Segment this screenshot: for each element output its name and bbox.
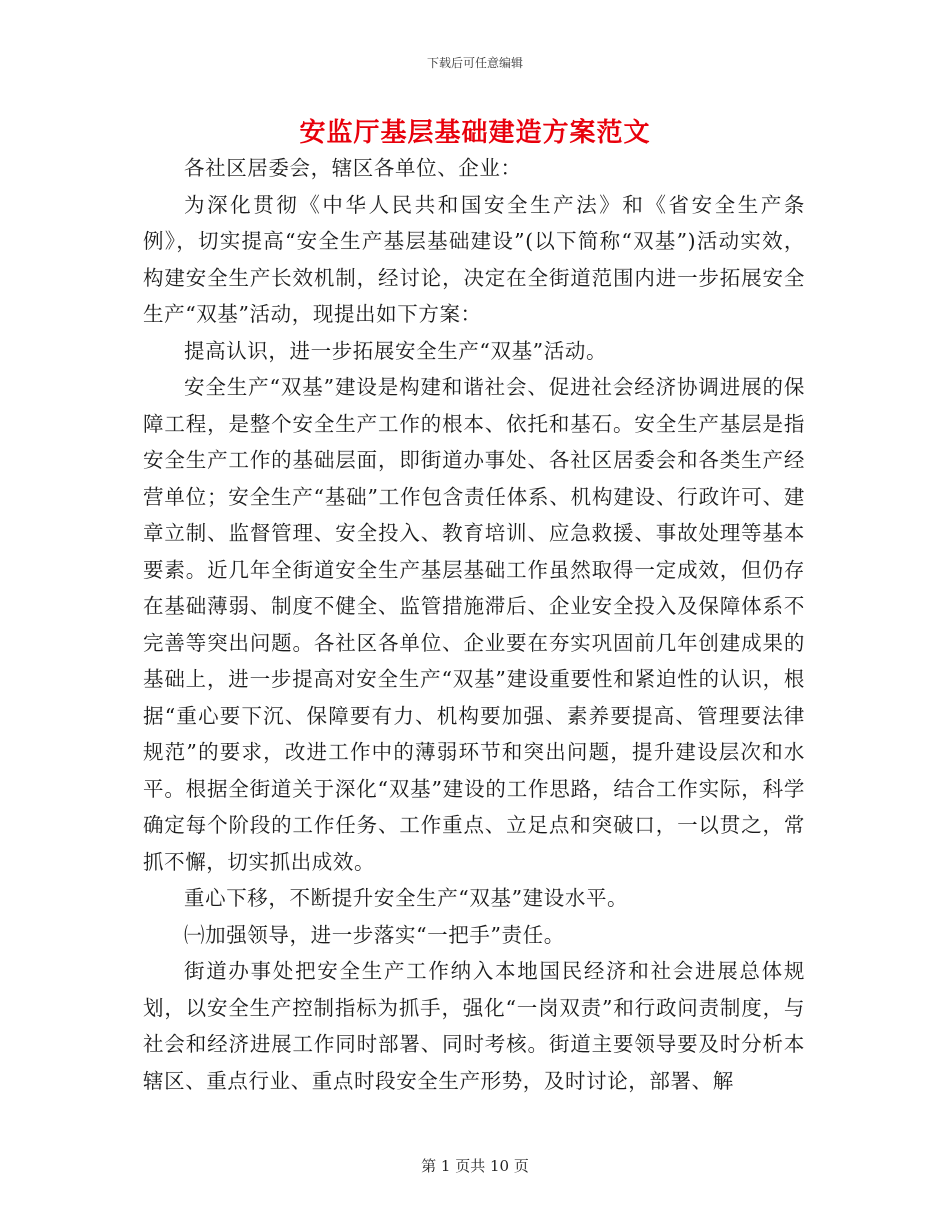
document-title: 安监厅基层基础建造方案范文 bbox=[299, 118, 651, 148]
paragraph-heading-1: 提高认识，进一步拓展安全生产“双基”活动。 bbox=[184, 338, 608, 363]
paragraph-heading-2: 重心下移，不断提升安全生产“双基”建设水平。 bbox=[184, 886, 629, 910]
page-number: 第 1 页共 10 页 bbox=[421, 1157, 529, 1175]
paragraph-body-1: 安全生产“双基”建设是构建和谐社会、促进社会经济协调进展的保障工程，是整个安全生产工作的根本、依托和基石。安全生产基层是指安全生产工作的基础层面，即街道办事处、各社区居委会和各类生产经营单位；安全生产“基础”工作包含责任体系、机构建设、行政许可、建章立制、监督管理、安全投入、教育培训、应急救援、事故处理等基本要素。近几年全街道安全生产基层基础工作虽然取得一定成效，但仍存在基础薄弱、制度不健全、监管措施滞后、企业安全投入及保障体系不完善等突出问题。各社区各单位、企业要在夯实巩固前几年创建成果的基础上，进一步提高对安全生产“双基”建设重要性和紧迫性的认识，根据“重心要下沉、保障要有力、机构要加强、素养要提高、管理要法律规范”的要求，改进工作中的薄弱环节和突出问题，提升建设层次和水平。根据全街道关于深化“双基”建设的工作思路，结合工作实际，科学确定每个阶段的工作任务、工作重点、立足点和突破口，一以贯之，常抓不懈，切实抓出成效。 bbox=[143, 375, 805, 874]
paragraph-salutation: 各社区居委会，辖区各单位、企业： bbox=[184, 156, 522, 180]
header-note: 下载后可任意编辑 bbox=[426, 56, 523, 70]
paragraph-subheading-1: ㈠加强领导，进一步落实“一把手”责任。 bbox=[184, 922, 565, 947]
paragraph-body-2: 街道办事处把安全生产工作纳入本地国民经济和社会进展总体规划，以安全生产控制指标为抓手，强化“一岗双责”和行政问责制度，与社会和经济进展工作同时部署、同时考核。街道主要领导要及时分析本辖区、重点行业、重点时段安全生产形势，及时讨论，部署、解 bbox=[143, 959, 805, 1093]
document-body bbox=[143, 150, 805, 1099]
paragraph-intro: 为深化贯彻《中华人民共和国安全生产法》和《省安全生产条例》，切实提高“安全生产基层基础建设”(以下简称“双基”)活动实效，构建安全生产长效机制，经讨论，决定在全街道范围内进一步拓展安全生产“双基”活动，现提出如下方案： bbox=[143, 192, 805, 326]
